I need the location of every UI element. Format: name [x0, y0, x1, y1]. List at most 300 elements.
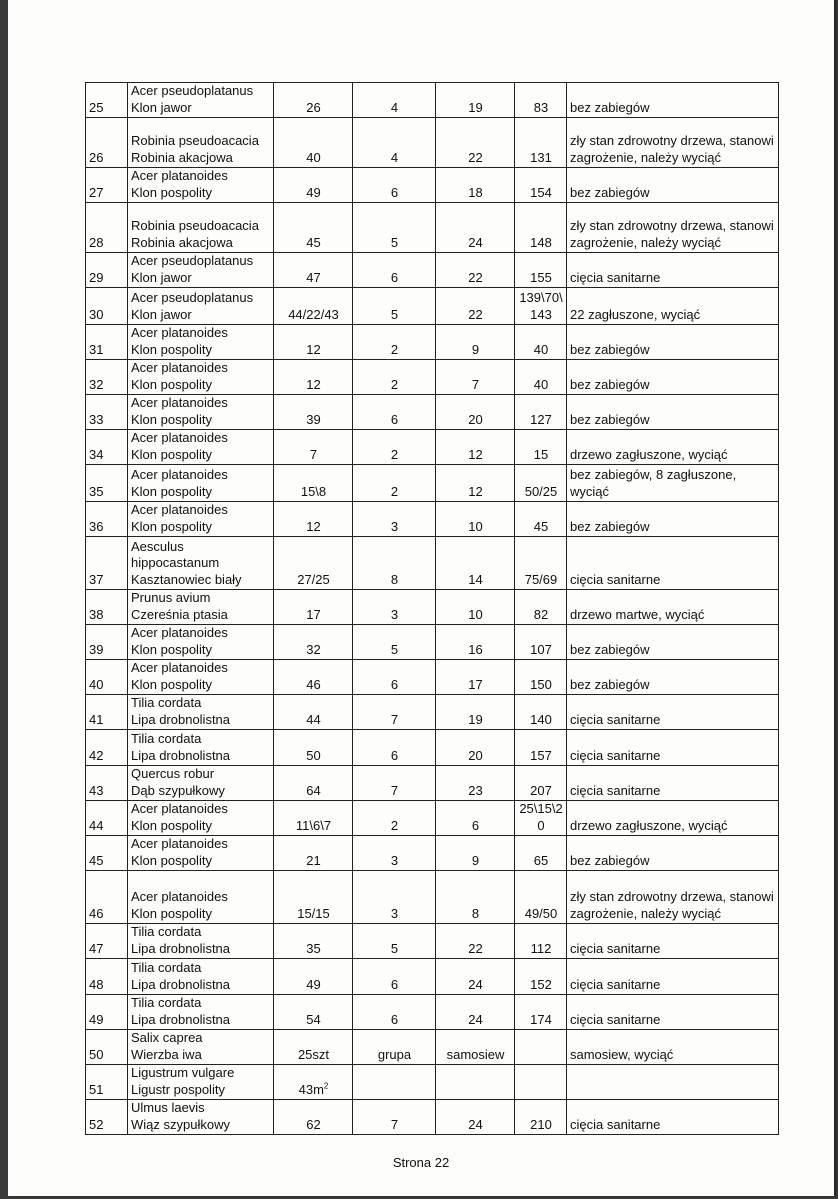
polish-name: Robinia akacjowa	[131, 234, 233, 250]
document-page	[8, 0, 834, 1196]
polish-name: Klon jawor	[131, 99, 192, 115]
tree-number-cell: 32	[86, 360, 128, 395]
height-cell: 5	[353, 625, 436, 660]
species-cell	[128, 695, 274, 730]
table-row	[86, 625, 779, 660]
polish-name: Robinia akacjowa	[131, 149, 233, 165]
table-row	[86, 1100, 779, 1135]
crown-cell: 22	[436, 288, 515, 325]
tree-number-cell: 49	[86, 995, 128, 1030]
latin-name: Acer platanoides	[131, 836, 228, 851]
species-cell	[128, 325, 274, 360]
latin-name: Acer platanoides	[131, 889, 228, 904]
height-cell: 3	[353, 590, 436, 625]
notes-cell: cięcia sanitarne	[567, 959, 779, 995]
notes-cell: bez zabiegów	[567, 168, 779, 203]
species-cell	[128, 168, 274, 203]
table-row	[86, 836, 779, 871]
table-row	[86, 590, 779, 625]
latin-name: Acer pseudoplatanus	[131, 253, 254, 268]
species-cell	[128, 660, 274, 695]
table-row	[86, 430, 779, 465]
table-row	[86, 253, 779, 288]
polish-name: Lipa drobnolistna	[131, 976, 231, 992]
tree-number-cell: 29	[86, 253, 128, 288]
circumference-cell	[274, 730, 353, 766]
latin-name: Tilia cordata	[131, 995, 202, 1010]
circumference-value: 12	[306, 341, 321, 357]
page-number: Strona 22	[392, 1155, 450, 1170]
latin-name: Acer pseudoplatanus	[131, 290, 254, 305]
tree-number-cell: 34	[86, 430, 128, 465]
latin-name: Acer platanoides	[131, 395, 228, 410]
circumference-cell	[274, 660, 353, 695]
trunk-cell: 127	[515, 395, 567, 430]
trunk-cell: 40	[515, 360, 567, 395]
circumference-cell	[274, 537, 353, 590]
polish-name: Lipa drobnolistna	[131, 711, 231, 727]
notes-cell: samosiew, wyciąć	[567, 1030, 779, 1065]
tree-number-cell: 37	[86, 537, 128, 590]
species-cell	[128, 1065, 274, 1100]
notes-cell: zły stan zdrowotny drzewa, stanowi zagrożenie, należy wyciąć	[567, 203, 779, 253]
species-cell	[128, 465, 274, 502]
latin-name: Acer platanoides	[131, 168, 228, 183]
height-cell: 4	[353, 118, 436, 168]
tree-number-cell: 50	[86, 1030, 128, 1065]
circumference-cell	[274, 168, 353, 203]
circumference-value: 25szt	[297, 1046, 330, 1062]
circumference-value: 44/22/43	[288, 306, 339, 322]
tree-number-cell: 41	[86, 695, 128, 730]
table-row	[86, 203, 779, 253]
height-cell: 5	[353, 288, 436, 325]
table-row	[86, 83, 779, 118]
circumference-cell	[274, 395, 353, 430]
circumference-value: 46	[306, 676, 321, 692]
species-cell	[128, 959, 274, 995]
polish-name: Klon pospolity	[131, 817, 212, 833]
crown-cell: 10	[436, 590, 515, 625]
crown-cell: 24	[436, 995, 515, 1030]
crown-cell: 6	[436, 801, 515, 836]
species-cell	[128, 288, 274, 325]
circumference-value: 15/15	[297, 905, 330, 921]
circumference-value: 12	[306, 518, 321, 534]
trunk-cell: 131	[515, 118, 567, 168]
crown-cell: 17	[436, 660, 515, 695]
crown-cell: 12	[436, 465, 515, 502]
notes-cell	[567, 1065, 779, 1100]
latin-name: Tilia cordata	[131, 960, 202, 975]
height-cell: 7	[353, 695, 436, 730]
species-cell	[128, 995, 274, 1030]
latin-name: Robinia pseudoacacia	[131, 218, 259, 233]
circumference-cell	[274, 502, 353, 537]
trunk-cell: 152	[515, 959, 567, 995]
circumference-value: 15\8	[300, 483, 327, 499]
latin-name: Acer platanoides	[131, 467, 228, 482]
polish-name: Klon pospolity	[131, 341, 212, 357]
polish-name: Klon pospolity	[131, 411, 212, 427]
trunk-cell: 174	[515, 995, 567, 1030]
circumference-value: 32	[306, 641, 321, 657]
table-row	[86, 360, 779, 395]
crown-cell: 10	[436, 502, 515, 537]
crown-cell: 12	[436, 430, 515, 465]
latin-name: Robinia pseudoacacia	[131, 133, 259, 148]
height-cell: 6	[353, 959, 436, 995]
trunk-cell: 107	[515, 625, 567, 660]
trunk-cell: 207	[515, 766, 567, 801]
height-cell: 5	[353, 203, 436, 253]
circumference-value: 26	[306, 99, 321, 115]
latin-name: Acer platanoides	[131, 660, 228, 675]
height-cell: 6	[353, 995, 436, 1030]
notes-cell: bez zabiegów	[567, 360, 779, 395]
circumference-value: 27/25	[297, 571, 330, 587]
latin-name: Acer platanoides	[131, 430, 228, 445]
circumference-cell	[274, 1065, 353, 1100]
latin-name: Tilia cordata	[131, 731, 202, 746]
circumference-cell	[274, 203, 353, 253]
table-row	[86, 924, 779, 959]
latin-name: Prunus avium	[131, 590, 211, 605]
tree-number-cell: 45	[86, 836, 128, 871]
crown-cell: 24	[436, 1100, 515, 1135]
species-cell	[128, 730, 274, 766]
circumference-value: 44	[306, 711, 321, 727]
species-cell	[128, 203, 274, 253]
table-row	[86, 395, 779, 430]
crown-cell: 9	[436, 836, 515, 871]
species-cell	[128, 253, 274, 288]
species-cell	[128, 83, 274, 118]
height-cell: 2	[353, 465, 436, 502]
table-row	[86, 766, 779, 801]
species-cell	[128, 118, 274, 168]
circumference-cell	[274, 83, 353, 118]
trunk-cell: 25\15\2 0	[515, 801, 567, 836]
tree-number-cell: 52	[86, 1100, 128, 1135]
trunk-cell: 83	[515, 83, 567, 118]
notes-cell: bez zabiegów	[567, 836, 779, 871]
height-cell: 7	[353, 766, 436, 801]
tree-number-cell: 38	[86, 590, 128, 625]
latin-name: Acer pseudoplatanus	[131, 83, 254, 98]
polish-name: Klon jawor	[131, 269, 192, 285]
species-cell	[128, 1030, 274, 1065]
species-cell	[128, 1100, 274, 1135]
trunk-cell: 155	[515, 253, 567, 288]
table-row	[86, 168, 779, 203]
trunk-cell: 157	[515, 730, 567, 766]
tree-number-cell: 39	[86, 625, 128, 660]
tree-number-cell: 27	[86, 168, 128, 203]
table-row	[86, 660, 779, 695]
circumference-value: 11\6\7	[295, 817, 332, 833]
latin-name: Quercus robur	[131, 766, 215, 781]
species-cell	[128, 801, 274, 836]
height-cell: 6	[353, 253, 436, 288]
table-row	[86, 1065, 779, 1100]
trunk-cell: 150	[515, 660, 567, 695]
crown-cell: 22	[436, 924, 515, 959]
height-cell: 2	[353, 325, 436, 360]
polish-name: Kasztanowiec biały	[131, 571, 242, 587]
polish-name: Czereśnia ptasia	[131, 606, 228, 622]
tree-number-cell: 30	[86, 288, 128, 325]
crown-cell: 24	[436, 203, 515, 253]
polish-name: Lipa drobnolistna	[131, 1011, 231, 1027]
crown-cell: 18	[436, 168, 515, 203]
circumference-value: 21	[306, 852, 321, 868]
species-cell	[128, 871, 274, 924]
polish-name: Klon pospolity	[131, 641, 212, 657]
notes-cell: bez zabiegów	[567, 502, 779, 537]
polish-name: Klon pospolity	[131, 905, 212, 921]
tree-number-cell: 31	[86, 325, 128, 360]
notes-cell: cięcia sanitarne	[567, 924, 779, 959]
notes-cell: zły stan zdrowotny drzewa, stanowi zagrożenie, należy wyciąć	[567, 118, 779, 168]
polish-name: Klon pospolity	[131, 483, 212, 499]
circumference-cell	[274, 836, 353, 871]
height-cell: grupa	[353, 1030, 436, 1065]
tree-number-cell: 33	[86, 395, 128, 430]
species-cell	[128, 836, 274, 871]
height-cell: 7	[353, 1100, 436, 1135]
trunk-cell: 140	[515, 695, 567, 730]
tree-number-cell: 51	[86, 1065, 128, 1100]
circumference-value: 39	[306, 411, 321, 427]
species-cell	[128, 590, 274, 625]
trunk-cell	[515, 1030, 567, 1065]
latin-name: Acer platanoides	[131, 360, 228, 375]
trunk-cell: 65	[515, 836, 567, 871]
crown-cell	[436, 1065, 515, 1100]
tree-number-cell: 36	[86, 502, 128, 537]
latin-name: Tilia cordata	[131, 695, 202, 710]
polish-name: Lipa drobnolistna	[131, 747, 231, 763]
notes-cell: bez zabiegów, 8 zagłuszone, wyciąć	[567, 465, 779, 502]
circumference-cell	[274, 1100, 353, 1135]
crown-cell: 19	[436, 695, 515, 730]
table-row	[86, 801, 779, 836]
circumference-value: 7	[309, 446, 318, 462]
notes-cell: 22 zagłuszone, wyciąć	[567, 288, 779, 325]
circumference-cell	[274, 959, 353, 995]
polish-name: Klon pospolity	[131, 184, 212, 200]
circumference-cell	[274, 766, 353, 801]
circumference-value: 35	[306, 940, 321, 956]
tree-number-cell: 28	[86, 203, 128, 253]
trunk-cell: 50/25	[515, 465, 567, 502]
circumference-value: 12	[306, 376, 321, 392]
height-cell: 6	[353, 395, 436, 430]
crown-cell: 23	[436, 766, 515, 801]
trunk-cell: 154	[515, 168, 567, 203]
height-cell: 3	[353, 502, 436, 537]
height-cell: 2	[353, 360, 436, 395]
circumference-cell	[274, 871, 353, 924]
tree-number-cell: 46	[86, 871, 128, 924]
latin-name: Acer platanoides	[131, 325, 228, 340]
trunk-cell: 75/69	[515, 537, 567, 590]
height-cell: 2	[353, 430, 436, 465]
trunk-cell: 15	[515, 430, 567, 465]
crown-cell: 24	[436, 959, 515, 995]
species-cell	[128, 502, 274, 537]
height-cell: 4	[353, 83, 436, 118]
species-cell	[128, 625, 274, 660]
crown-cell: 14	[436, 537, 515, 590]
polish-name: Klon pospolity	[131, 446, 212, 462]
latin-name: Acer platanoides	[131, 625, 228, 640]
polish-name: Klon pospolity	[131, 376, 212, 392]
unit-superscript: 2	[323, 1081, 329, 1091]
height-cell: 6	[353, 730, 436, 766]
tree-number-cell: 47	[86, 924, 128, 959]
trunk-cell: 148	[515, 203, 567, 253]
notes-cell: drzewo zagłuszone, wyciąć	[567, 430, 779, 465]
height-cell: 8	[353, 537, 436, 590]
notes-cell: drzewo zagłuszone, wyciąć	[567, 801, 779, 836]
trunk-cell: 49/50	[515, 871, 567, 924]
height-cell: 2	[353, 801, 436, 836]
notes-cell: cięcia sanitarne	[567, 695, 779, 730]
notes-cell: cięcia sanitarne	[567, 253, 779, 288]
tree-inventory-table	[85, 82, 779, 1135]
notes-cell: bez zabiegów	[567, 660, 779, 695]
polish-name: Wierzba iwa	[131, 1046, 202, 1062]
table-row	[86, 288, 779, 325]
circumference-value: 50	[306, 747, 321, 763]
circumference-cell	[274, 288, 353, 325]
notes-cell: drzewo martwe, wyciąć	[567, 590, 779, 625]
latin-name: Aesculus hippocastanum	[131, 538, 220, 570]
tree-number-cell: 40	[86, 660, 128, 695]
circumference-value: 47	[306, 269, 321, 285]
circumference-value: 64	[306, 782, 321, 798]
latin-name: Acer platanoides	[131, 502, 228, 517]
crown-cell: 19	[436, 83, 515, 118]
tree-number-cell: 48	[86, 959, 128, 995]
circumference-value: 62	[306, 1116, 321, 1132]
notes-cell: cięcia sanitarne	[567, 766, 779, 801]
tree-number-cell: 42	[86, 730, 128, 766]
crown-cell: 22	[436, 118, 515, 168]
table-row	[86, 465, 779, 502]
crown-cell: 9	[436, 325, 515, 360]
circumference-value: 40	[306, 149, 321, 165]
species-cell	[128, 537, 274, 590]
polish-name: Wiąz szypułkowy	[131, 1116, 230, 1132]
notes-cell: bez zabiegów	[567, 395, 779, 430]
trunk-cell: 139\70\ 143	[515, 288, 567, 325]
circumference-cell	[274, 430, 353, 465]
trunk-cell: 40	[515, 325, 567, 360]
notes-cell: zły stan zdrowotny drzewa, stanowi zagrożenie, należy wyciąć	[567, 871, 779, 924]
trunk-cell	[515, 1065, 567, 1100]
table-row	[86, 959, 779, 995]
circumference-cell	[274, 801, 353, 836]
species-cell	[128, 395, 274, 430]
species-cell	[128, 430, 274, 465]
crown-cell: 22	[436, 253, 515, 288]
circumference-value: 49	[306, 184, 321, 200]
polish-name: Klon pospolity	[131, 518, 212, 534]
circumference-cell	[274, 253, 353, 288]
table-row	[86, 871, 779, 924]
circumference-cell	[274, 625, 353, 660]
notes-cell: bez zabiegów	[567, 625, 779, 660]
circumference-value: 54	[306, 1011, 321, 1027]
notes-cell: cięcia sanitarne	[567, 995, 779, 1030]
species-cell	[128, 766, 274, 801]
circumference-cell	[274, 695, 353, 730]
height-cell: 6	[353, 168, 436, 203]
table-row	[86, 730, 779, 766]
circumference-cell	[274, 118, 353, 168]
crown-cell: 20	[436, 730, 515, 766]
circumference-cell	[274, 360, 353, 395]
height-cell: 5	[353, 924, 436, 959]
trunk-cell: 112	[515, 924, 567, 959]
polish-name: Klon jawor	[131, 306, 192, 322]
circumference-cell	[274, 590, 353, 625]
circumference-cell	[274, 1030, 353, 1065]
latin-name: Salix caprea	[131, 1030, 203, 1045]
notes-cell: bez zabiegów	[567, 83, 779, 118]
species-cell	[128, 360, 274, 395]
table-row	[86, 1030, 779, 1065]
circumference-cell	[274, 995, 353, 1030]
circumference-value: 17	[306, 606, 321, 622]
table-row	[86, 537, 779, 590]
latin-name: Ligustrum vulgare	[131, 1065, 235, 1080]
circumference-cell	[274, 465, 353, 502]
crown-cell: 16	[436, 625, 515, 660]
circumference-value: 43m	[298, 1081, 324, 1097]
crown-cell: 8	[436, 871, 515, 924]
height-cell: 3	[353, 836, 436, 871]
trunk-cell: 45	[515, 502, 567, 537]
tree-number-cell: 25	[86, 83, 128, 118]
table-row	[86, 118, 779, 168]
latin-name: Acer platanoides	[131, 801, 228, 816]
crown-cell: 20	[436, 395, 515, 430]
table-row	[86, 995, 779, 1030]
height-cell	[353, 1065, 436, 1100]
trunk-cell: 82	[515, 590, 567, 625]
latin-name: Tilia cordata	[131, 924, 202, 939]
polish-name: Klon pospolity	[131, 852, 212, 868]
table-row	[86, 695, 779, 730]
tree-number-cell: 35	[86, 465, 128, 502]
polish-name: Dąb szypułkowy	[131, 782, 225, 798]
height-cell: 3	[353, 871, 436, 924]
circumference-cell	[274, 325, 353, 360]
table-body	[86, 83, 779, 1135]
circumference-cell	[274, 924, 353, 959]
tree-number-cell: 43	[86, 766, 128, 801]
crown-cell: 7	[436, 360, 515, 395]
tree-number-cell: 44	[86, 801, 128, 836]
tree-number-cell: 26	[86, 118, 128, 168]
circumference-value: 49	[306, 976, 321, 992]
polish-name: Lipa drobnolistna	[131, 940, 231, 956]
circumference-value: 45	[306, 234, 321, 250]
